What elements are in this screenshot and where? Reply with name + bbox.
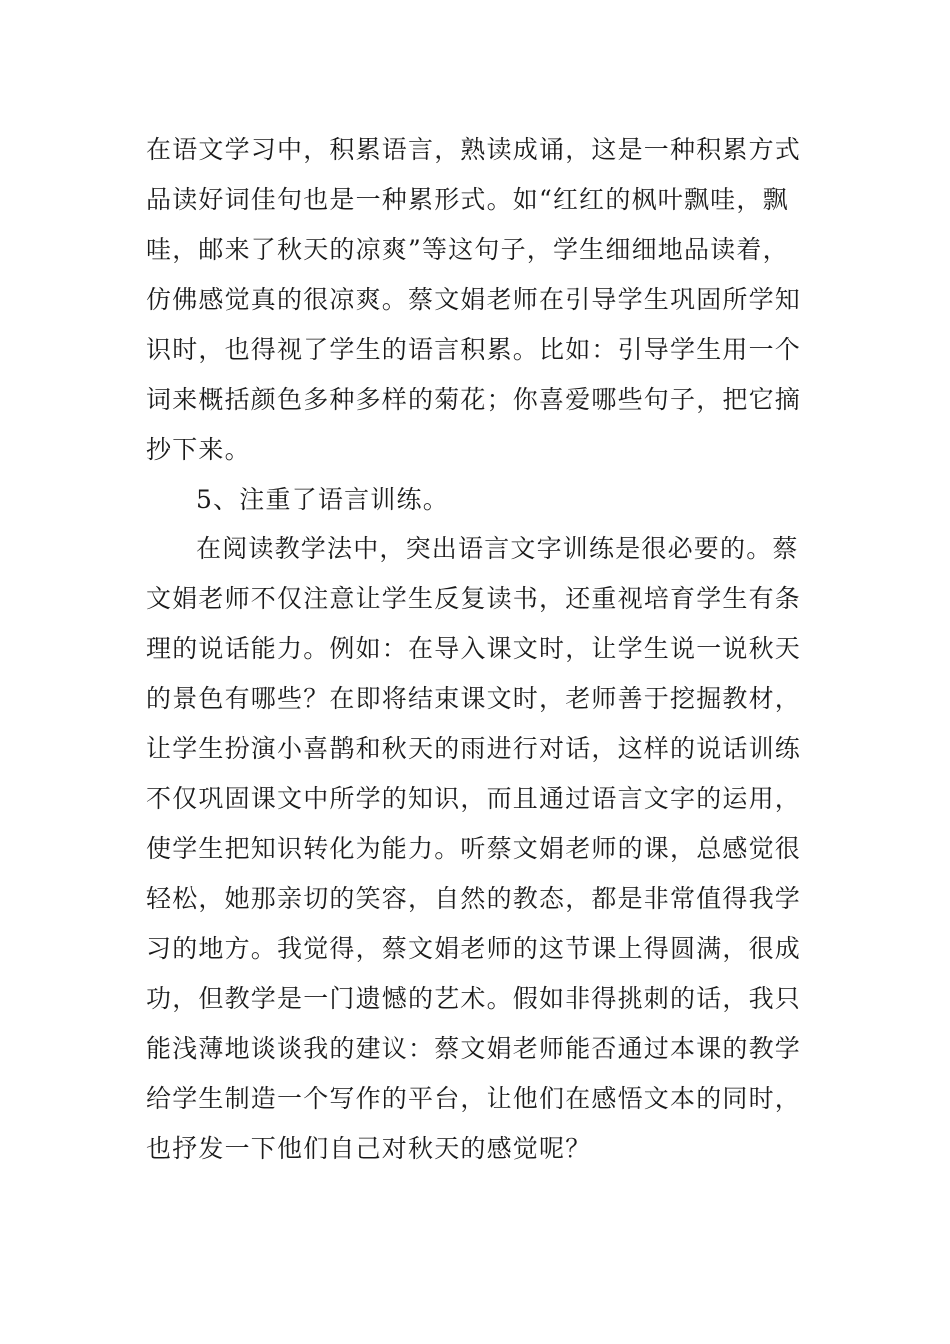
- text-line: 词来概括颜色多种多样的菊花；你喜爱哪些句子，把它摘: [146, 385, 802, 414]
- text-line: 能浅薄地谈谈我的建议：蔡文娟老师能否通过本课的教学: [146, 1034, 802, 1063]
- text-line: 让学生扮演小喜鹊和秋天的雨进行对话，这样的说话训练: [146, 734, 802, 763]
- text-line: 使学生把知识转化为能力。听蔡文娟老师的课，总感觉很: [146, 834, 802, 863]
- text-line: 哇，邮来了秋天的凉爽”等这句子，学生细细地品读着，: [146, 235, 789, 264]
- text-line: 给学生制造一个写作的平台，让他们在感悟文本的同时，: [146, 1084, 802, 1113]
- text-line: 理的说话能力。例如：在导入课文时，让学生说一说秋天: [146, 634, 802, 663]
- text-line: 品读好词佳句也是一种累形式。如“红红的枫叶飘哇，飘: [146, 185, 789, 214]
- text-line: 功，但教学是一门遗憾的艺术。假如非得挑刺的话，我只: [146, 984, 802, 1013]
- text-line: 文娟老师不仅注意让学生反复读书，还重视培育学生有条: [146, 584, 802, 613]
- text-line: 在阅读教学法中，突出语言文字训练是很必要的。蔡: [196, 534, 799, 563]
- text-line: 在语文学习中，积累语言，熟读成诵，这是一种积累方式: [146, 135, 802, 164]
- text-line: 抄下来。: [146, 435, 251, 464]
- text-line: 识时，也得视了学生的语言积累。比如：引导学生用一个: [146, 335, 802, 364]
- text-line: 的景色有哪些？在即将结束课文时，老师善于挖掘教材，: [146, 684, 802, 713]
- text-line: 仿佛感觉真的很凉爽。蔡文娟老师在引导学生巩固所学知: [146, 285, 802, 314]
- text-line: 不仅巩固课文中所学的知识，而且通过语言文字的运用，: [146, 784, 802, 813]
- text-line: 习的地方。我觉得，蔡文娟老师的这节课上得圆满，很成: [146, 934, 802, 963]
- text-line: 也抒发一下他们自己对秋天的感觉呢？: [146, 1134, 592, 1163]
- section-heading: 5、注重了语言训练。: [196, 485, 449, 514]
- text-line: 轻松，她那亲切的笑容，自然的教态，都是非常值得我学: [146, 884, 802, 913]
